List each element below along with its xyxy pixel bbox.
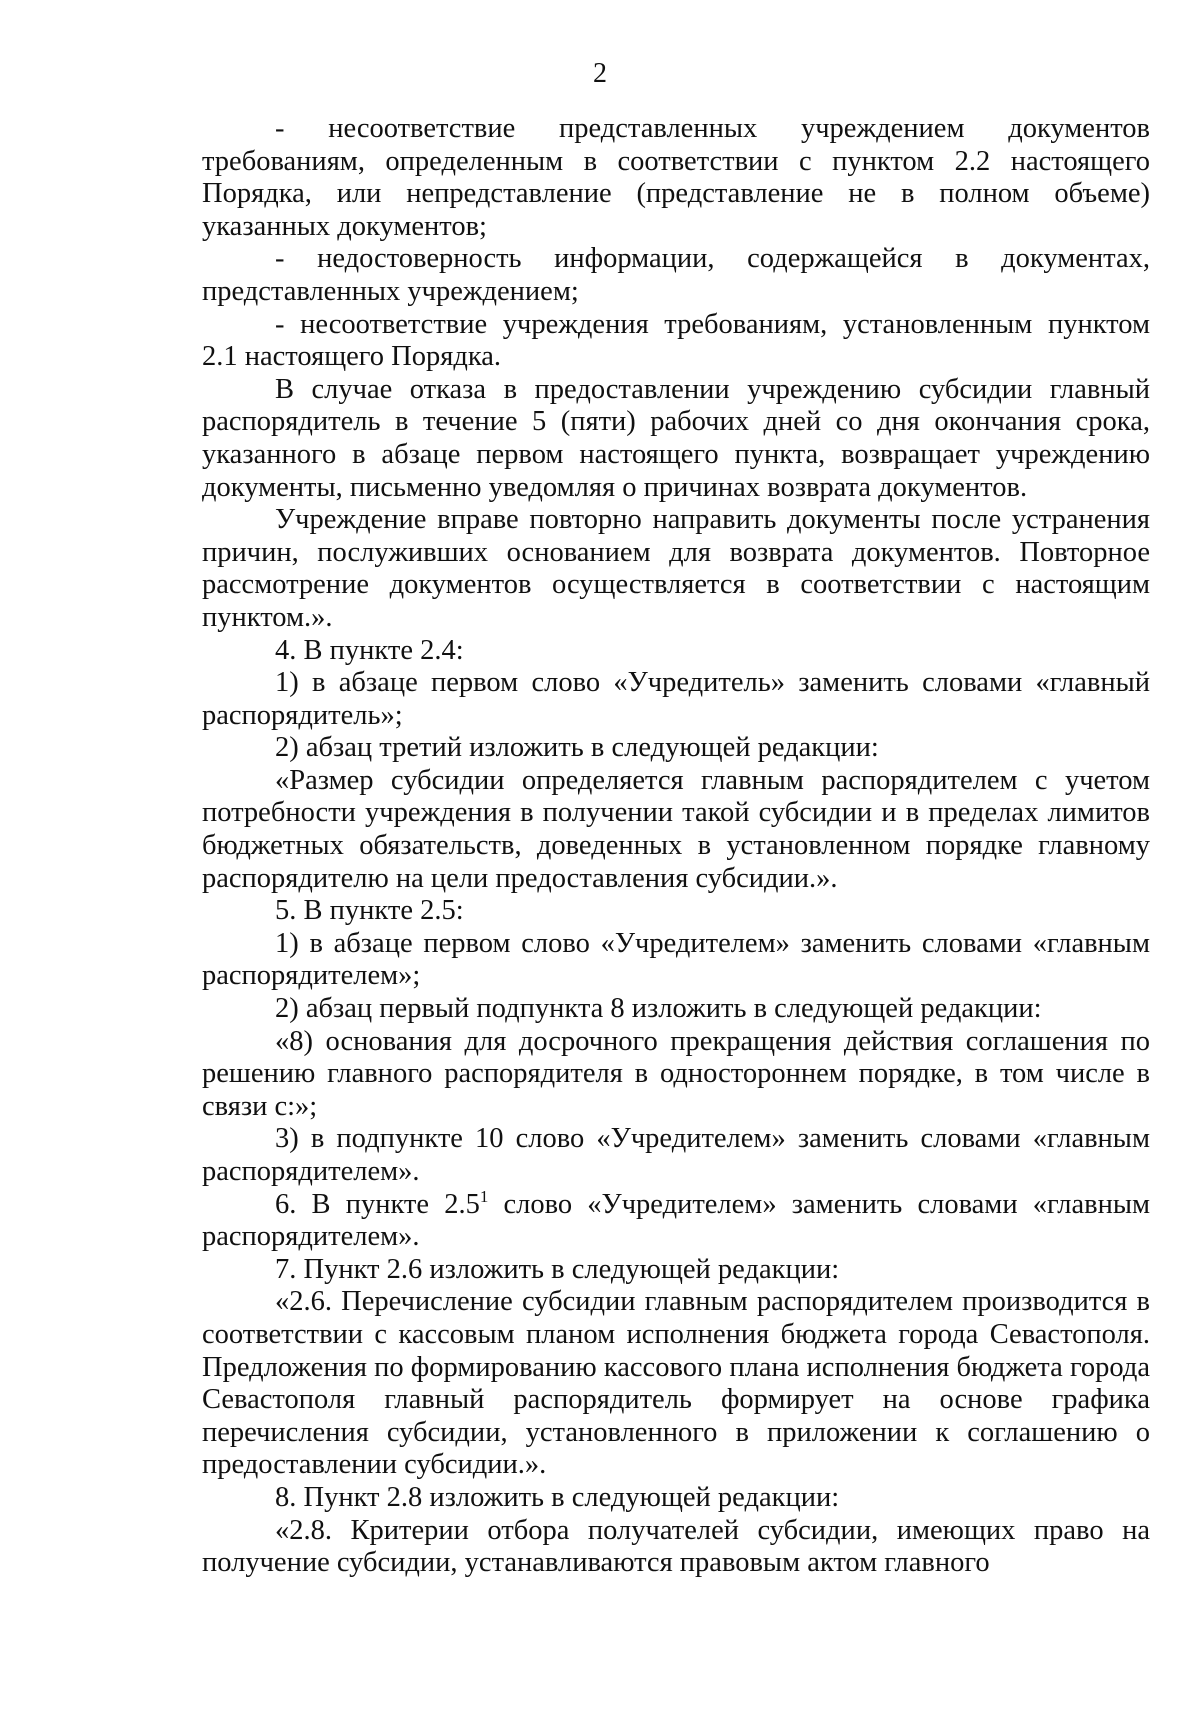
paragraph-10: 5. В пункте 2.5: (275, 895, 464, 927)
paragraph-15-end: слово «Учредителем» заменить словами «главным распорядителем». (202, 1188, 1151, 1253)
paragraph-8: 2) абзац третий изложить в следующей редакции: (275, 732, 879, 764)
paragraph-12: 2) абзац первый подпункта 8 изложить в следующей редакции: (275, 993, 1042, 1025)
paragraph-18: 8. Пункт 2.8 изложить в следующей редакции: (275, 1481, 840, 1513)
page-number: 2 (593, 58, 607, 89)
paragraph-4: В случае отказа в предоставлении учреждению субсидии главный распорядитель в течение 5 (пяти) рабочих дней со дня окончания срока, указанного в абзаце первом настоящего пункта, возвращает учреждению документы, письменно уведомляя о причинах возврата документов. (202, 373, 1150, 503)
paragraph-14: 3) в подпункте 10 слово «Учредителем» заменить словами «главным распорядителем». (202, 1123, 1150, 1187)
paragraph-2: - недостоверность информации, содержащейся в документах, представленных учреждением; (202, 243, 1150, 307)
paragraph-7: 1) в абзаце первом слово «Учредитель» заменить словами «главный распорядитель»; (202, 667, 1150, 731)
paragraph-1: - несоответствие представленных учреждением документов требованиям, определенным в соответствии с пунктом 2.2 настоящего Порядка, или непредставление (представление не в полном объеме) указанных документов; (202, 113, 1150, 242)
paragraph-13: «8) основания для досрочного прекращения действия соглашения по решению главного распорядителя в одностороннем порядке, в том числе в связи с:»; (202, 1025, 1150, 1122)
paragraph-19: «2.8. Критерии отбора получателей субсидии, имеющих право на получение субсидии, устанавливаются правовым актом главного (202, 1514, 1150, 1579)
paragraph-3: - несоответствие учреждения требованиям, установленным пунктом 2.1 настоящего Порядка. (202, 308, 1150, 373)
paragraph-5: Учреждение вправе повторно направить документы после устранения причин, послуживших основанием для возврата документов. Повторное рассмотрение документов осуществляется в соответствии с настоящим пунктом.». (202, 504, 1150, 633)
paragraph-15 (202, 1186, 1151, 1254)
paragraph-15-start: 6. В пункте 2.5 (275, 1188, 480, 1220)
document-body (202, 113, 1150, 1580)
paragraph-17: «2.6. Перечисление субсидии главным распорядителем производится в соответствии с кассовым планом исполнения бюджета города Севастополя. Предложения по формированию кассового плана исполнения бюджета города Севастополя главный распорядитель формирует на основе графика перечисления субсидии, установленного в приложении к соглашению о предоставлении субсидии.». (202, 1286, 1150, 1481)
paragraph-9: «Размер субсидии определяется главным распорядителем с учетом потребности учреждения в получении такой субсидии и в пределах лимитов бюджетных обязательств, доведенных в установленном порядке главному распорядителю на цели предоставления субсидии.». (202, 764, 1150, 894)
paragraph-6: 4. В пункте 2.4: (275, 634, 464, 666)
paragraph-16: 7. Пункт 2.6 изложить в следующей редакции: (275, 1253, 840, 1285)
paragraph-11: 1) в абзаце первом слово «Учредителем» заменить словами «главным распорядителем»; (202, 927, 1150, 992)
paragraph-15-superscript: 1 (479, 1186, 489, 1206)
